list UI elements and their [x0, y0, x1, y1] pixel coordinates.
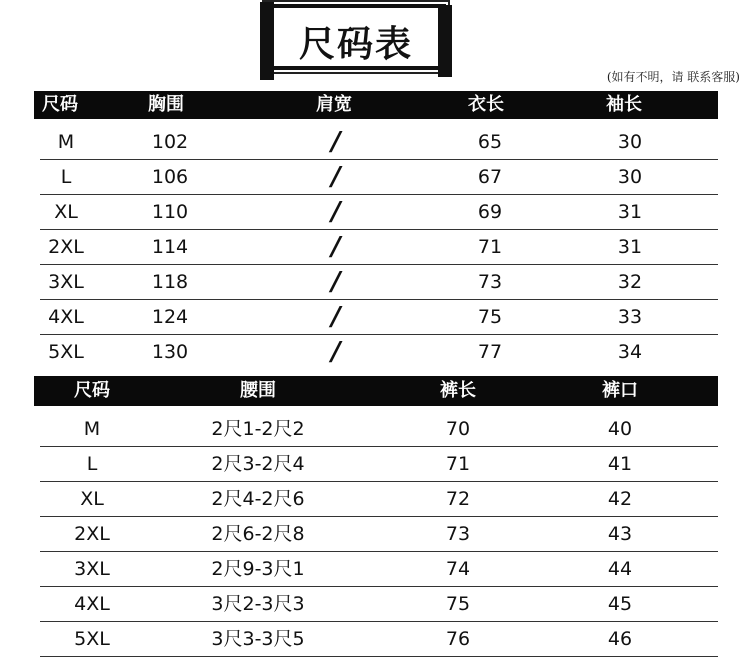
- chest-cell: 114: [151, 236, 189, 258]
- leg-opening-cell: 40: [607, 418, 633, 440]
- table-row: [40, 412, 718, 447]
- sleeve-cell: 31: [617, 236, 643, 258]
- length-cell: 77: [477, 341, 503, 363]
- waist-cell: 3尺3-3尺5: [211, 628, 305, 650]
- pant-length-cell: 72: [445, 488, 471, 510]
- leg-opening-cell: 45: [607, 593, 633, 615]
- length-cell: 75: [477, 306, 503, 328]
- header-pant-length: 裤长: [440, 380, 476, 401]
- sleeve-cell: 33: [617, 306, 643, 328]
- table-row: [40, 125, 718, 160]
- sleeve-cell: 30: [617, 166, 643, 188]
- length-cell: 71: [477, 236, 503, 258]
- pant-length-cell: 74: [445, 558, 471, 580]
- leg-opening-cell: 43: [607, 523, 633, 545]
- size-cell: 5XL: [74, 628, 110, 650]
- waist-cell: 3尺2-3尺3: [211, 593, 305, 615]
- size-cell: 2XL: [74, 523, 110, 545]
- pant-length-cell: 75: [445, 593, 471, 615]
- pant-length-cell: 71: [445, 453, 471, 475]
- waist-cell: 2尺9-3尺1: [211, 558, 305, 580]
- pant-length-cell: 73: [445, 523, 471, 545]
- leg-opening-cell: 41: [607, 453, 633, 475]
- header-shoulder: 肩宽: [316, 94, 352, 115]
- shoulder-cell: /: [331, 127, 341, 157]
- table-row: [40, 622, 718, 657]
- length-cell: 73: [477, 271, 503, 293]
- sleeve-cell: 30: [617, 131, 643, 153]
- table-row: [40, 265, 718, 300]
- length-cell: 69: [477, 201, 503, 223]
- table-row: [40, 517, 718, 552]
- chest-cell: 106: [151, 166, 189, 188]
- waist-cell: 2尺6-2尺8: [211, 523, 305, 545]
- table-row: [40, 160, 718, 195]
- size-cell: XL: [54, 201, 78, 223]
- table-row: [40, 482, 718, 517]
- length-cell: 67: [477, 166, 503, 188]
- table-row: [40, 195, 718, 230]
- leg-opening-cell: 42: [607, 488, 633, 510]
- title-frame: [266, 4, 446, 70]
- sleeve-cell: 32: [617, 271, 643, 293]
- shoulder-cell: /: [331, 302, 341, 332]
- size-cell: 5XL: [48, 341, 84, 363]
- size-cell: 3XL: [48, 271, 84, 293]
- header-leg-opening: 裤口: [602, 380, 638, 401]
- leg-opening-cell: 46: [607, 628, 633, 650]
- waist-cell: 2尺1-2尺2: [211, 418, 305, 440]
- header-size: 尺码: [42, 94, 78, 115]
- shoulder-cell: /: [331, 232, 341, 262]
- size-cell: XL: [80, 488, 104, 510]
- size-cell: 4XL: [48, 306, 84, 328]
- table-row: [40, 230, 718, 265]
- sleeve-cell: 34: [617, 341, 643, 363]
- chest-cell: 110: [151, 201, 189, 223]
- pant-length-cell: 76: [445, 628, 471, 650]
- sleeve-cell: 31: [617, 201, 643, 223]
- chest-cell: 124: [151, 306, 189, 328]
- shoulder-cell: /: [331, 197, 341, 227]
- header-length: 衣长: [468, 94, 504, 115]
- pant-length-cell: 70: [445, 418, 471, 440]
- table-row: [40, 587, 718, 622]
- size-cell: 2XL: [48, 236, 84, 258]
- chest-cell: 118: [151, 271, 189, 293]
- shoulder-cell: /: [331, 162, 341, 192]
- size-cell: L: [60, 166, 72, 188]
- table-row: [40, 335, 718, 369]
- shoulder-cell: /: [331, 337, 341, 367]
- leg-opening-cell: 44: [607, 558, 633, 580]
- size-cell: 3XL: [74, 558, 110, 580]
- page-title: 尺码表: [298, 23, 413, 65]
- contact-note: (如有不明，请 联系客服): [606, 70, 740, 84]
- bottom-table-header: [34, 376, 718, 406]
- header-sleeve: 袖长: [606, 94, 642, 115]
- size-cell: 4XL: [74, 593, 110, 615]
- chest-cell: 130: [151, 341, 189, 363]
- chest-cell: 102: [151, 131, 189, 153]
- header-waist: 腰围: [240, 380, 276, 401]
- size-cell: M: [57, 131, 75, 153]
- shoulder-cell: /: [331, 267, 341, 297]
- header-size: 尺码: [74, 380, 110, 401]
- table-row: [40, 300, 718, 335]
- table-row: [40, 447, 718, 482]
- length-cell: 65: [477, 131, 503, 153]
- top-table-header: [34, 91, 718, 119]
- waist-cell: 2尺3-2尺4: [211, 453, 305, 475]
- header-chest: 胸围: [148, 94, 184, 115]
- table-row: [40, 552, 718, 587]
- size-cell: M: [83, 418, 101, 440]
- size-cell: L: [86, 453, 98, 475]
- waist-cell: 2尺4-2尺6: [211, 488, 305, 510]
